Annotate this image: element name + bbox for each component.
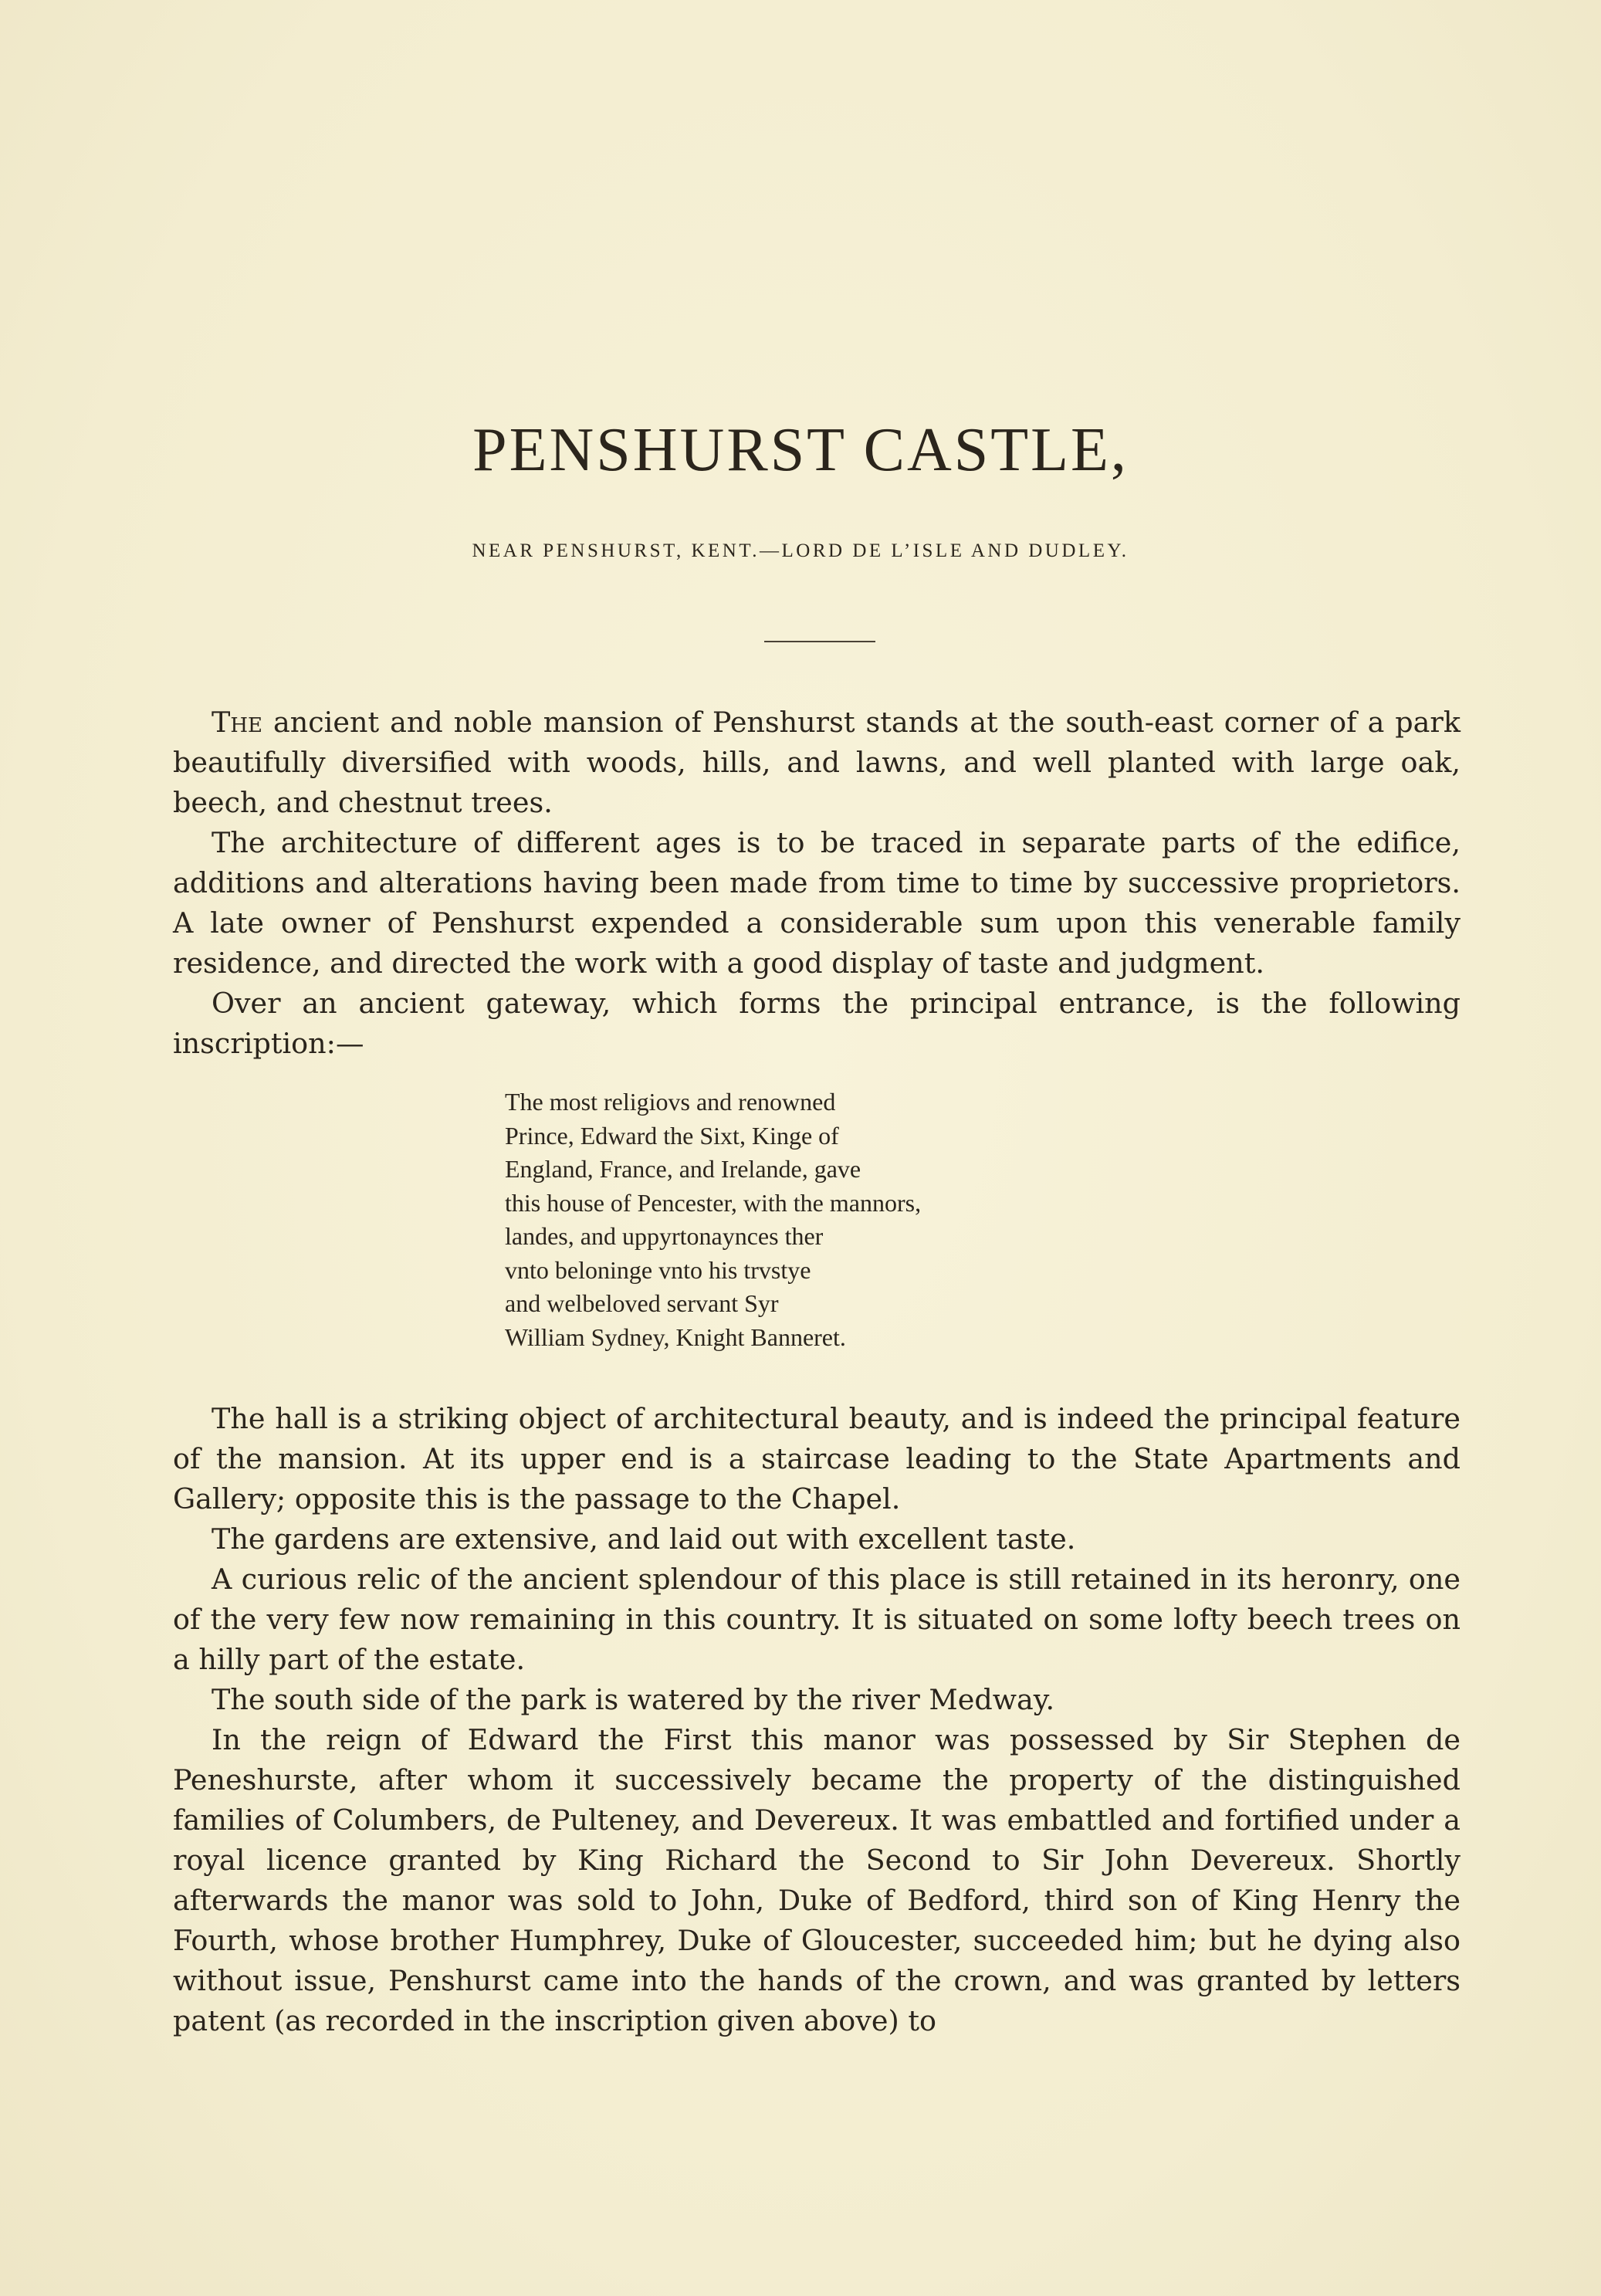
inscription-block xyxy=(505,1085,1461,1354)
drop-lead-word: The xyxy=(212,706,262,739)
paragraph: A curious relic of the ancient splendour of this place is still retained in its heronry, one of the very few now remaining in this country. It is situated on some lofty beech trees on a hilly part of the estate. xyxy=(173,1563,1461,1676)
inscription-line: William Sydney, Knight Banneret. xyxy=(505,1322,846,1351)
paragraph: The south side of the park is watered by the river Medway. xyxy=(212,1683,1055,1716)
body-text xyxy=(173,703,1461,2041)
inscription-line: landes, and uppyrtonaynces ther xyxy=(505,1222,824,1250)
inscription-line: vnto beloninge vnto his trvstye xyxy=(505,1255,811,1284)
paragraph: Over an ancient gateway, which forms the principal entrance, is the following inscription:— xyxy=(173,987,1461,1060)
inscription-line: this house of Pencester, with the mannors, xyxy=(505,1188,922,1217)
page-subtitle: NEAR PENSHURST, KENT.—LORD DE L’ISLE AND DUDLEY. xyxy=(472,540,1129,561)
inscription-line: and welbeloved servant Syr xyxy=(505,1289,779,1317)
paragraph-text: ancient and noble mansion of Penshurst stands at the south-east corner of a park beautifully diversified with woods, hills, and lawns, and well planted with large oak, beech, and chestnut trees. xyxy=(173,706,1461,819)
paragraph: The hall is a striking object of architectural beauty, and is indeed the principal feature of the mansion. At its upper end is a staircase leading to the State Apartments and Gallery; opposite this is the passage to the Chapel. xyxy=(173,1402,1461,1515)
title-divider xyxy=(764,641,875,642)
inscription-line: The most religiovs and renowned xyxy=(505,1088,836,1116)
paragraph xyxy=(173,703,1461,823)
paragraph: The gardens are extensive, and laid out with excellent taste. xyxy=(212,1522,1076,1556)
inscription-line: England, France, and Irelande, gave xyxy=(505,1155,861,1183)
paragraph: In the reign of Edward the First this manor was possessed by Sir Stephen de Peneshurste, after whom it successively became the property of the distinguished families of Columbers, de Pulteney, and Devereux. It was embattled and fortified under a royal licence granted by King Richard the Second to Sir John Devereux. Shortly afterwards the manor was sold to John, Duke of Bedford, third son of King Henry the Fourth, whose brother Humphrey, Duke of Gloucester, succeeded him; but he dying also without issue, Penshurst came into the hands of the crown, and was granted by letters patent (as recorded in the inscription given above) to xyxy=(173,1723,1461,2037)
paragraph: The architecture of different ages is to be traced in separate parts of the edifice, additions and alterations having been made from time to time by successive proprietors. A late owner of Penshurst expended a considerable sum upon this venerable family residence, and directed the work with a good display of taste and judgment. xyxy=(173,826,1461,980)
inscription-line: Prince, Edward the Sixt, Kinge of xyxy=(505,1121,839,1150)
page-title: PENSHURST CASTLE, xyxy=(472,416,1129,484)
